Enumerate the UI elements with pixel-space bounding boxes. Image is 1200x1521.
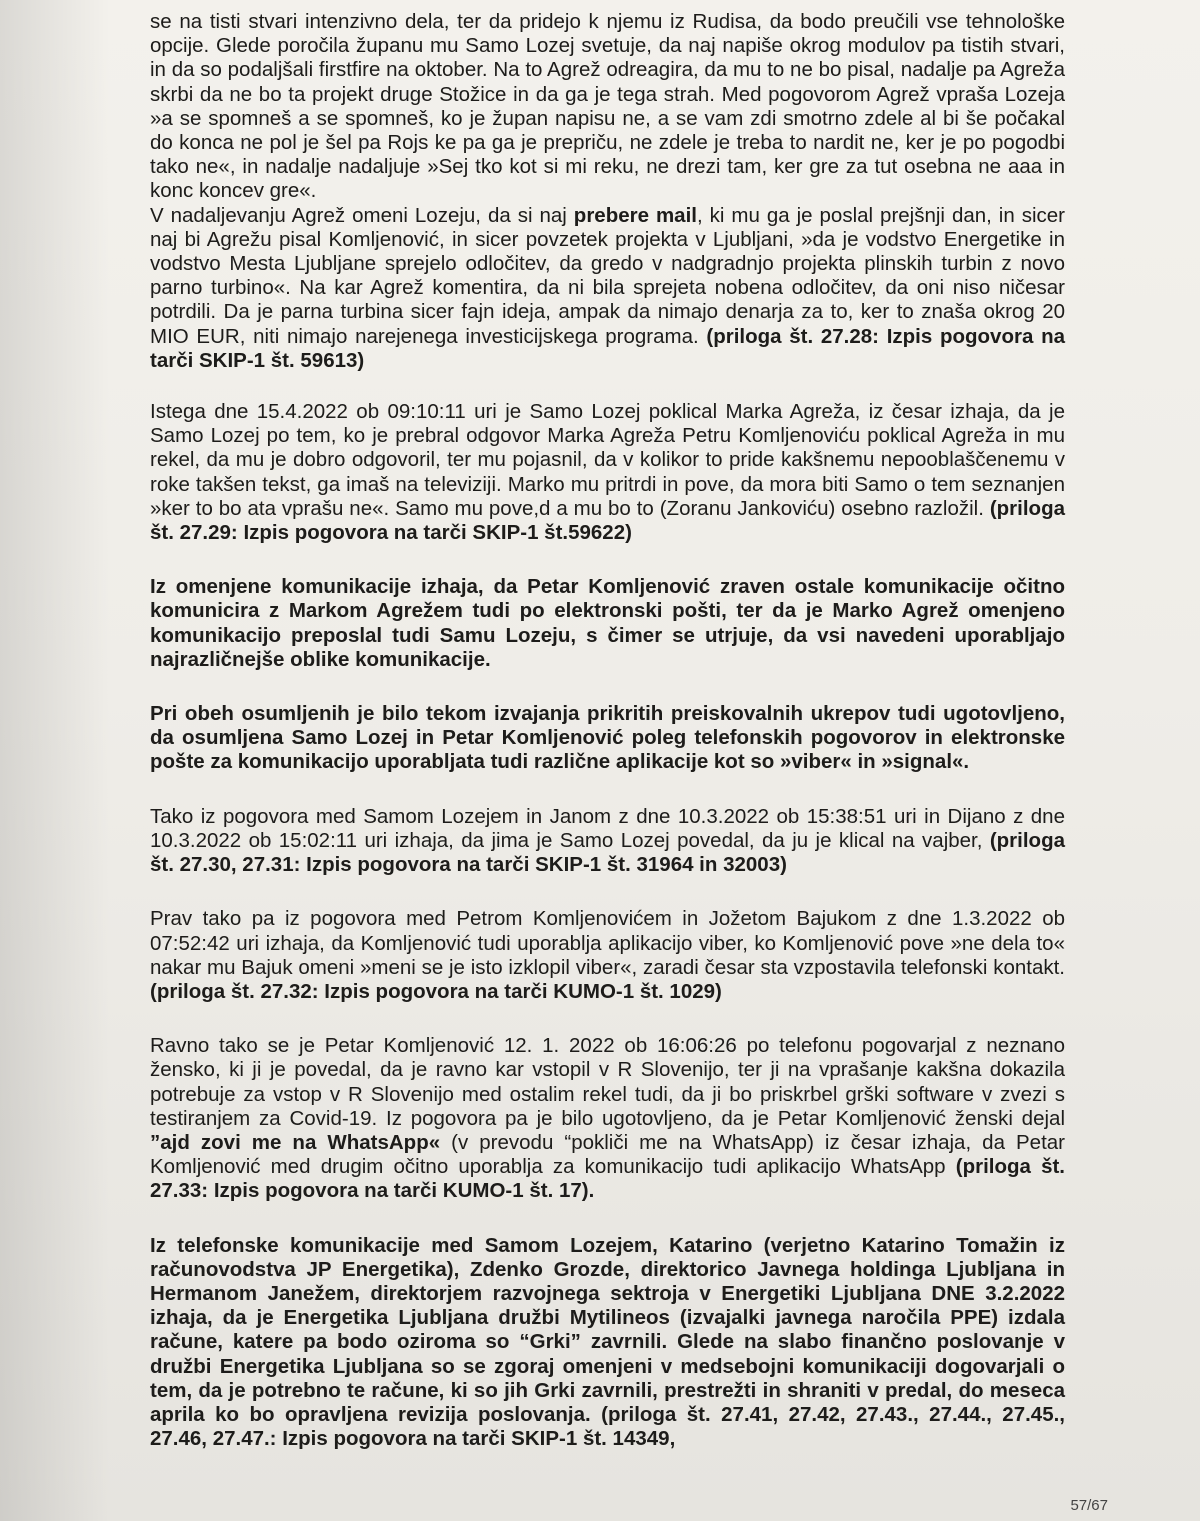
text-run: V nadaljevanju Agrež omeni Lozeju, da si naj	[150, 203, 574, 227]
text-run-bold: ”ajd zovi me na WhatsApp«	[150, 1130, 441, 1154]
text-run-bold: Iz telefonske komunikacije med Samom Lozejem, Katarino (verjetno Katarino Tomažin iz računovodstva JP Energetika), Zdenko Grozde, direktorico Javnega holdinga Ljubljana in Hermanom Janežem, direktorjem razvojnega sektroja v Energetiki Ljubljana DNE 3.2.2022 izhaja, da je Energetika Ljubljana družbi Mytilineos (izvajalki javnega naročila PPE) izdala račune, katere pa bodo oziroma so “Grki” zavrnili. Glede na slabo finančno poslovanje v družbi Energetika Ljubljana so se zgoraj omenjeni v medsebojni komunikaciji dogovarjali o tem, da je potrebno te račune, ki so jih Grki zavrnili, prestrežti in shraniti v predal, do meseca aprila ko bo opravljena revizija poslovanja. (priloga št. 27.41, 27.42, 27.43., 27.44., 27.45., 27.46, 27.47.: Izpis pogovora na tarči SKIP-1 št. 14349,	[150, 1233, 1065, 1451]
paragraph-p1	[150, 10, 1065, 204]
paragraph-p6	[150, 805, 1065, 878]
text-run: , ki mu ga je poslal prejšnji dan, in sicer naj bi Agrežu pisal Komljenović, in sicer povzetek projekta v Ljubljani, »da je vodstvo Energetike in vodstvo Mesta Ljubljane sprejelo odločitev, da gredo v nadgradnjo projekta plinskih turbin z novo parno turbino«. Na kar Agrež komentira, da ni bila sprejeta nobena odločitev, da oni niso ničesar potrdili. Da je parna turbina sicer fajn ideja, ampak da nimajo denarja za to, ker to znaša okrog 20 MIO EUR, niti nimajo narejenega investicijskega programa.	[150, 203, 1065, 348]
text-run: (v prevodu “pokliči me na WhatsApp) iz česar izhaja, da Petar Komljenović med drugim očitno uporablja za komunikacijo tudi aplikacijo WhatsApp	[150, 1130, 1065, 1179]
text-run-bold: Pri obeh osumljenih je bilo tekom izvajanja prikritih preiskovalnih ukrepov tudi ugotovljeno, da osumljena Samo Lozej in Petar Komljenović poleg telefonskih pogovorov in elektronske pošte za komunikacijo uporabljata tudi različne aplikacije kot so »viber« in »signal«.	[150, 702, 1065, 774]
text-run: Prav tako pa iz pogovora med Petrom Komljenovićem in Jožetom Bajukom z dne 1.3.2022 ob 07:52:42 uri izhaja, da Komljenović tudi uporablja aplikacijo viber, ko Komljenović pove »ne dela to« nakar mu Bajuk omeni »meni se je isto izklopil viber«, zaradi česar sta vzpostavila telefonski kontakt.	[150, 907, 1065, 979]
text-run-bold: prebere mail	[573, 203, 697, 227]
paragraph-p4	[150, 575, 1065, 672]
paragraph-p2	[150, 204, 1065, 373]
page-number: 57/67	[1070, 1497, 1108, 1514]
paragraph-p8	[150, 1034, 1065, 1203]
text-run: Istega dne 15.4.2022 ob 09:10:11 uri je Samo Lozej poklical Marka Agreža, iz česar izhaja, da je Samo Lozej po tem, ko je prebral odgovor Marka Agreža Petru Komljenoviću poklical Agreža in mu rekel, da mu je dobro odgovoril, ter mu pojasnil, da v kolikor to pride kakšnemu nepooblaščenemu v roke takšen tekst, ga imaš na televiziji. Marko mu pritrdi in pove, da mora biti Samo o tem seznanjen »ker to bo ata vprašu ne«. Samo mu pove,d a mu bo to (Zoranu Jankoviću) osebno razložil.	[150, 400, 1065, 520]
attachment-reference: (priloga št. 27.29: Izpis pogovora na tarči SKIP-1 št.59622)	[150, 496, 1065, 545]
attachment-reference: (priloga št. 27.33: Izpis pogovora na tarči KUMO-1 št. 17).	[150, 1155, 1065, 1203]
text-run: Tako iz pogovora med Samom Lozejem in Janom z dne 10.3.2022 ob 15:38:51 uri in Dijano z dne 10.3.2022 ob 15:02:11 uri izhaja, da jima je Samo Lozej povedal, da ju je klical na vajber,	[150, 804, 1065, 852]
page-shadow	[0, 0, 110, 1521]
attachment-reference: (priloga št. 27.30, 27.31: Izpis pogovora na tarči SKIP-1 št. 31964 in 32003)	[150, 828, 1065, 877]
paragraph-p9	[150, 1234, 1065, 1452]
document-body	[150, 10, 1065, 1451]
paragraph-p7	[150, 907, 1065, 1004]
text-run: se na tisti stvari intenzivno dela, ter da pridejo k njemu iz Rudisa, da bodo preučili vse tehnološke opcije. Glede poročila županu mu Samo Lozej svetuje, da naj napiše okrog modulov pa tistih stvari, in da so podaljšali firstfire na oktober. Na to Agrež odreagira, da mu to ne bo pisal, nadalje pa Agreža skrbi da ne bo ta projekt druge Stožice in da ga je tega strah. Med pogovorom Agrež vpraša Lozeja »a se spomneš a se spomneš, ko je župan napisu ne, a se vam zdi smotrno zdele al bi še počakal do konca ne pol je šel pa Rojs ke pa ga je prepriču, ne zdele je treba to nardit ne, ker je po pogodbi tako ne«, in nadalje nadaljuje »Sej tko kot si mi reku, ne drezi tam, ker gre za tut osebna ne aaa in konc koncev gre«.	[150, 10, 1065, 203]
text-run: Ravno tako se je Petar Komljenović 12. 1. 2022 ob 16:06:26 po telefonu pogovarjal z neznano žensko, ki ji je povedal, da je ravno kar vstopil v R Slovenijo, ter ji na vprašanje kakšna dokazila potrebuje za vstop v R Slovenijo med ostalim rekel tudi, da ji bo priskrbel grški software v zvezi s testiranjem za Covid-19. Iz pogovora pa je bilo ugotovljeno, da je Petar Komljenović ženski dejal	[150, 1034, 1065, 1130]
paragraph-p3	[150, 400, 1065, 545]
attachment-reference: (priloga št. 27.32: Izpis pogovora na tarči KUMO-1 št. 1029)	[150, 979, 722, 1003]
attachment-reference: (priloga št. 27.28: Izpis pogovora na tarči SKIP-1 št. 59613)	[150, 324, 1065, 372]
paragraph-p5	[150, 702, 1065, 775]
text-run-bold: Iz omenjene komunikacije izhaja, da Petar Komljenović zraven ostale komunikacije očitno komunicira z Markom Agrežem tudi po elektronski pošti, ter da je Marko Agrež omenjeno komunikacijo preposlal tudi Samu Lozeju, s čimer se utrjuje, da vsi navedeni uporabljajo najrazličnejše oblike komunikacije.	[150, 575, 1065, 671]
